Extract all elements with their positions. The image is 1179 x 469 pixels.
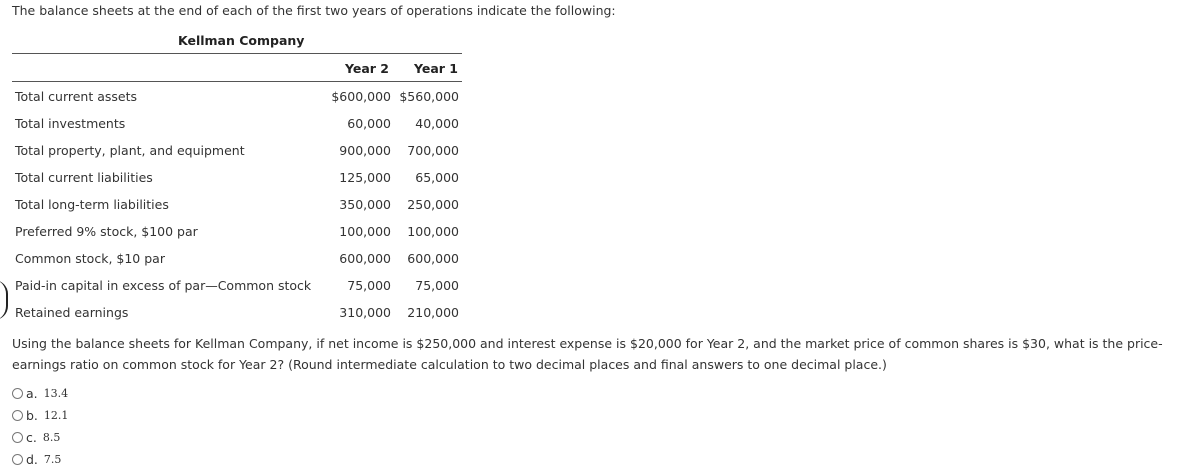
radio-circle-icon[interactable] [12,432,23,443]
row-year1-value: 75,000 [415,278,459,293]
row-year1-value: 700,000 [407,143,459,158]
row-year2-value: 310,000 [339,305,391,320]
row-label: Total current liabilities [15,170,153,185]
row-label: Paid-in capital in excess of par—Common stock [15,278,312,293]
header-rule [12,81,462,82]
option-letter: b. [26,407,38,423]
option-letter: d. [26,451,38,467]
table-row [15,251,462,269]
company-name: Kellman Company [178,33,305,48]
option-d[interactable] [12,450,61,468]
option-value: 12.1 [43,408,69,422]
table-row [15,143,462,161]
radio-circle-icon[interactable] [12,388,23,399]
row-year2-value: 350,000 [339,197,391,212]
row-label: Total current assets [15,89,138,104]
row-year1-value: 40,000 [415,116,459,131]
row-year1-value: 65,000 [415,170,459,185]
row-label: Total property, plant, and equipment [15,143,245,158]
option-a[interactable] [12,384,68,402]
option-value: 13.4 [43,386,69,400]
question-text: Using the balance sheets for Kellman Company, if net income is $250,000 and interest expense is $20,000 for Year 2, and the market price of common shares is $30, what is the price-earnings ratio on common stock for Year 2? (Round intermediate calculation to two decimal places and final answers to one decimal place.) [12,336,1163,372]
row-year1-value: 100,000 [407,224,459,239]
row-label: Retained earnings [15,305,129,320]
row-year2-value: 900,000 [339,143,391,158]
row-year1-value: 250,000 [407,197,459,212]
row-year1-value: 210,000 [407,305,459,320]
row-label: Preferred 9% stock, $100 par [15,224,198,239]
option-letter: a. [26,385,38,401]
row-year1-value: $560,000 [399,89,459,104]
table-row [15,89,462,107]
table-row [15,224,462,242]
row-year1-value: 600,000 [407,251,459,266]
table-row [15,197,462,215]
left-edge-decoration [0,280,8,320]
option-b[interactable] [12,406,68,424]
header-year-2: Year 2 [344,61,389,76]
row-label: Common stock, $10 par [15,251,165,266]
radio-circle-icon[interactable] [12,454,23,465]
table-row [15,170,462,188]
row-label: Total investments [15,116,126,131]
header-year-1: Year 1 [413,61,458,76]
table-top-rule [12,53,462,54]
row-year2-value: $600,000 [331,89,391,104]
row-year2-value: 60,000 [347,116,391,131]
option-value: 7.5 [43,452,62,466]
row-label: Total long-term liabilities [15,197,169,212]
row-year2-value: 600,000 [339,251,391,266]
row-year2-value: 100,000 [339,224,391,239]
radio-circle-icon[interactable] [12,410,23,421]
option-value: 8.5 [42,430,61,444]
row-year2-value: 75,000 [347,278,391,293]
option-letter: c. [26,429,37,445]
table-row [15,116,462,134]
option-c[interactable] [12,428,60,446]
row-year2-value: 125,000 [339,170,391,185]
table-row [15,305,462,323]
intro-text: The balance sheets at the end of each of the first two years of operations indicate the following: [12,3,616,18]
table-row [15,278,462,296]
